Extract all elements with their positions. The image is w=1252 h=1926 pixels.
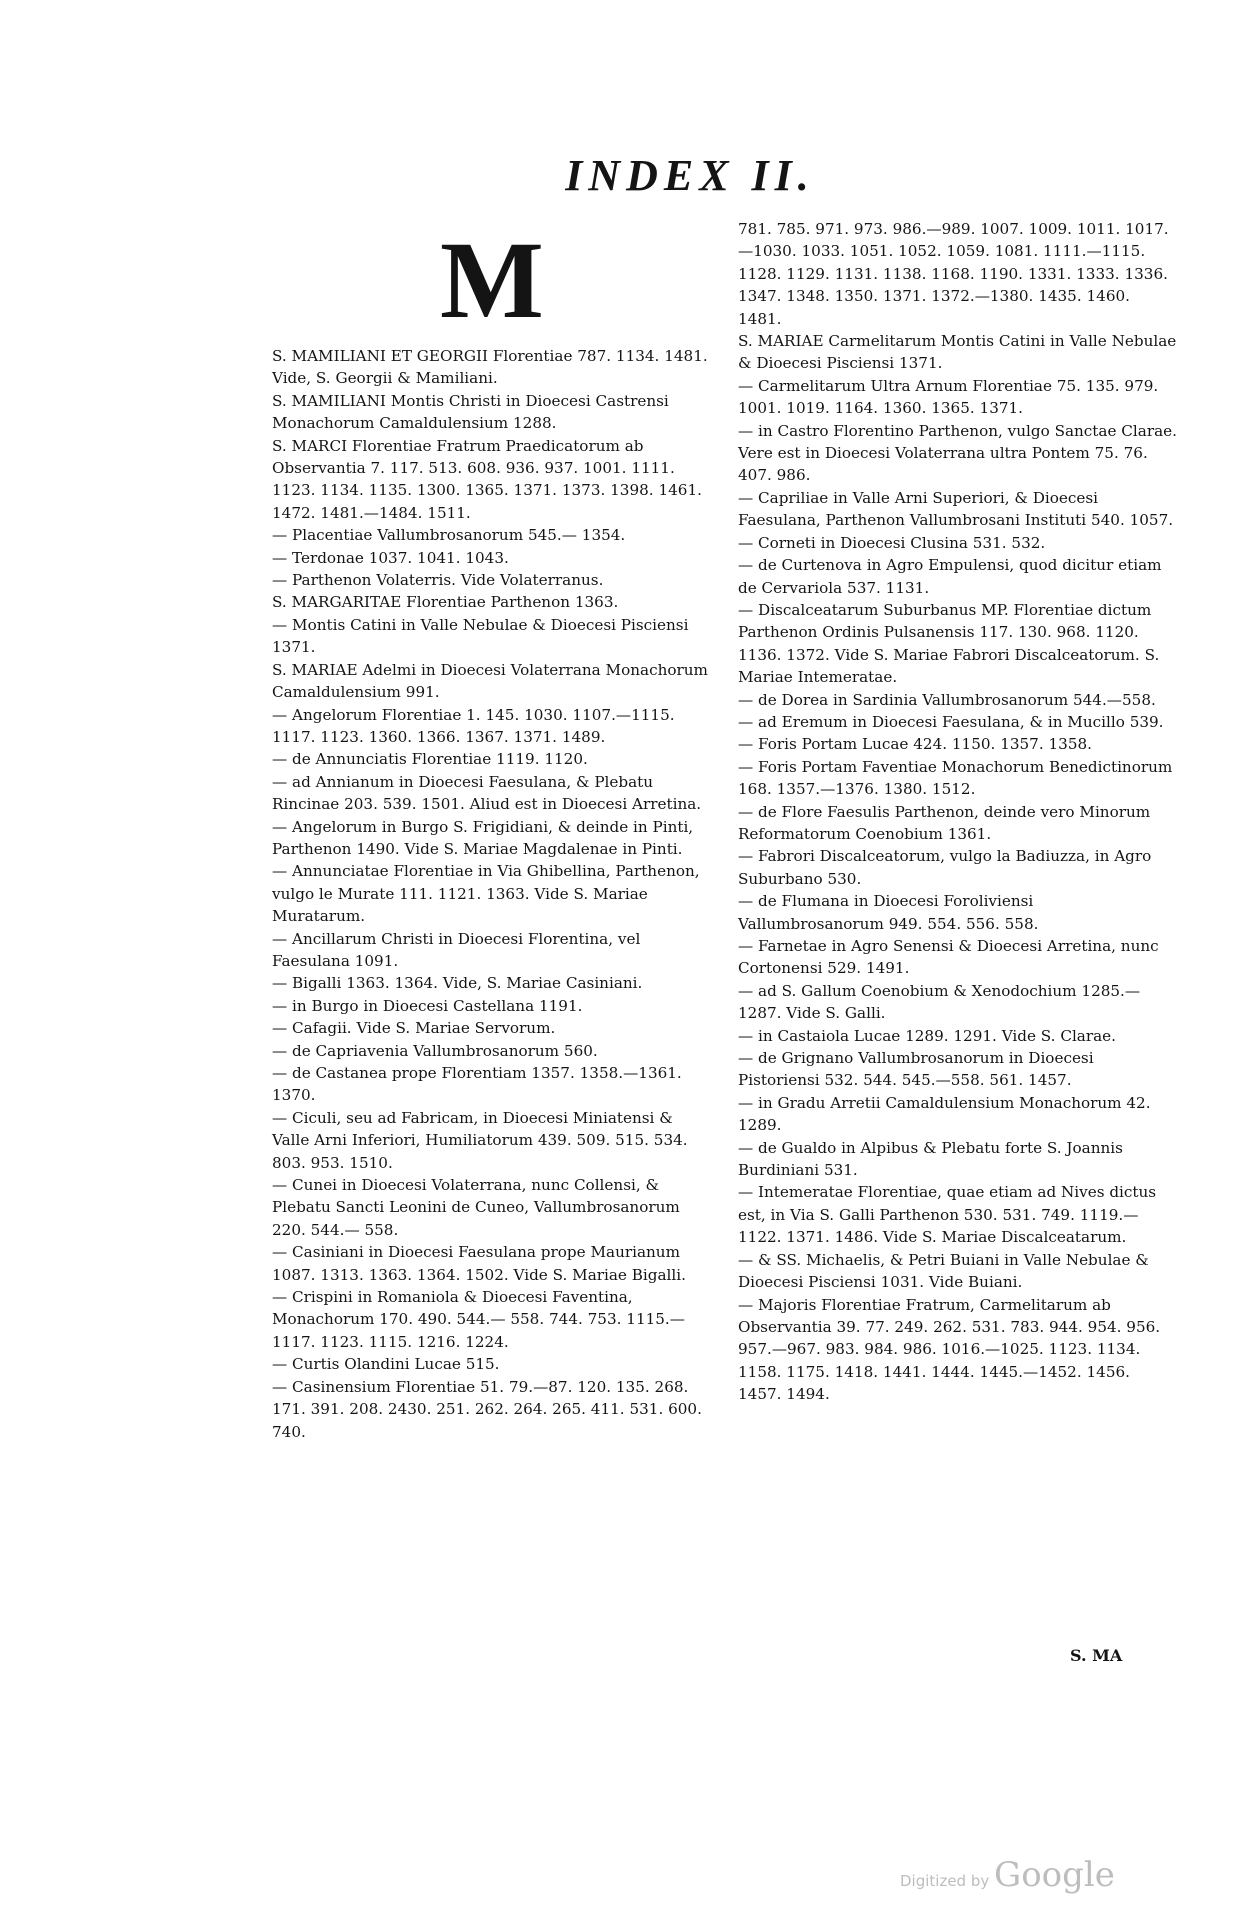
index-entry: — Ancillarum Christi in Dioecesi Florentina, vel Faesulana 1091. [272,929,641,970]
index-entry: S. MARIAE Adelmi in Dioecesi Volaterrana Monachorum Camaldulensium 991. [272,660,708,702]
index-entry: — de Flumana in Dioecesi Foroliviensi Vallumbrosanorum 949. 554. 556. 558. [738,892,1039,933]
index-entry: — de Capriavenia Vallumbrosanorum 560. [272,1041,598,1060]
index-entry: — & SS. Michaelis, & Petri Buiani in Valle Nebulae & Dioecesi Pisciensi 1031. Vide Buiani. [738,1250,1149,1292]
index-entry: — Carmelitarum Ultra Arnum Florentiae 75. 135. 979. 1001. 1019. 1164. 1360. 1365. 1371. [738,376,1159,418]
index-entry: — Montis Catini in Valle Nebulae & Dioecesi Pisciensi 1371. [272,615,689,657]
index-entry: — Bigalli 1363. 1364. Vide, S. Mariae Casiniani. [272,974,643,993]
index-entry: — de Castanea prope Florentiam 1357. 1358.—1361. 1370. [272,1064,682,1105]
index-entry: — Intemeratae Florentiae, quae etiam ad Nives dictus est, in Via S. Galli Parthenon 530. 531. 749. 1119.—1122. 1371. 1486. Vide S. Mariae Discalceatarum. [738,1183,1157,1247]
catchword: S. MA [1070,1646,1123,1665]
index-column-right [738,218,1178,1406]
index-entry: S. MAMILIANI ET GEORGII Florentiae 787. 1134. 1481. Vide, S. Georgii & Mamiliani. [272,347,708,388]
section-letter: M [440,219,544,341]
index-entry: — Casiniani in Dioecesi Faesulana prope Maurianum 1087. 1313. 1363. 1364. 1502. Vide S. Mariae Bigalli. [272,1243,686,1284]
index-entry: — in Castro Florentino Parthenon, vulgo Sanctae Clarae. Vere est in Dioecesi Volaterrana ultra Pontem 75. 76. 407. 986. [738,421,1177,485]
index-entry: — Annunciatae Florentiae in Via Ghibellina, Parthenon, vulgo le Murate 111. 1121. 1363. Vide S. Mariae Muratarum. [272,862,700,926]
index-entry: — Cafagii. Vide S. Mariae Servorum. [272,1019,556,1038]
index-entry: — in Castaiola Lucae 1289. 1291. Vide S. Clarae. [738,1026,1116,1045]
index-entry: — Cunei in Dioecesi Volaterrana, nunc Collensi, & Plebatu Sancti Leonini de Cuneo, Vallumbrosanorum 220. 544.— 558. [272,1176,680,1239]
index-entry: — Farnetae in Agro Senensi & Dioecesi Arretina, nunc Cortonensi 529. 1491. [738,937,1159,978]
index-entry: S. MARGARITAE Florentiae Parthenon 1363. [272,593,619,612]
index-entry: S. MARCI Florentiae Fratrum Praedicatorum ab Observantia 7. 117. 513. 608. 936. 937. 1001. 1111. 1123. 1134. 1135. 1300. 1365. 1371. 1373. 1398. 1461. 1472. 1481.—1484. 1511. [272,436,702,522]
index-entry: — ad Annianum in Dioecesi Faesulana, & Plebatu Rincinae 203. 539. 1501. Aliud est in Dioecesi Arretina. [272,772,702,814]
index-entry: — Terdonae 1037. 1041. 1043. [272,548,509,567]
index-entry: — de Dorea in Sardinia Vallumbrosanorum 544.—558. [738,690,1156,709]
index-entry: — ad Eremum in Dioecesi Faesulana, & in Mucillo 539. [738,712,1164,731]
index-entry: — in Gradu Arretii Camaldulensium Monachorum 42. 1289. [738,1093,1151,1135]
index-entry: — Majoris Florentiae Fratrum, Carmelitarum ab Observantia 39. 77. 249. 262. 531. 783. 944. 954. 956. 957.—967. 983. 984. 986. 1016.—1025. 1123. 1134. 1158. 1175. 1418. 1441. 1444. 1445.—1452. 1456. 1457. 1494. [738,1295,1161,1404]
index-column-left [272,345,712,1443]
index-entry: S. MAMILIANI Montis Christi in Dioecesi Castrensi Monachorum Camaldulensium 1288. [272,391,669,433]
index-entry: — Corneti in Dioecesi Clusina 531. 532. [738,533,1046,552]
digitization-watermark [900,1855,1115,1895]
index-entry: — Ciculi, seu ad Fabricam, in Dioecesi Miniatensi & Valle Arni Inferiori, Humiliatorum 439. 509. 515. 534. 803. 953. 1510. [272,1108,688,1172]
index-entry: — Discalceatarum Suburbanus MP. Florentiae dictum Parthenon Ordinis Pulsanensis 117. 130. 968. 1120. 1136. 1372. Vide S. Mariae Fabrori Discalceatorum. S. Mariae Intemeratae. [738,600,1160,687]
index-entry: — de Curtenova in Agro Empulensi, quod dicitur etiam de Cervariola 537. 1131. [738,556,1162,597]
index-entry: — Foris Portam Lucae 424. 1150. 1357. 1358. [738,735,1092,754]
index-entry: — Casinensium Florentiae 51. 79.—87. 120. 135. 268. 171. 391. 208. 2430. 251. 262. 264. 265. 411. 531. 600. 740. [272,1377,702,1441]
index-entry: — de Gualdo in Alpibus & Plebatu forte S. Joannis Burdiniani 531. [738,1138,1123,1180]
index-entry: 781. 785. 971. 973. 986.—989. 1007. 1009. 1011. 1017.—1030. 1033. 1051. 1052. 1059. 1081. 1111.—1115. 1128. 1129. 1131. 1138. 1168. 1190. 1331. 1333. 1336. 1347. 1348. 1350. 1371. 1372.—1380. 1435. 1460. 1481. [738,220,1169,328]
index-entry: — Foris Portam Faventiae Monachorum Benedictinorum 168. 1357.—1376. 1380. 1512. [738,757,1173,799]
index-entry: — Parthenon Volaterris. Vide Volaterranus. [272,571,604,590]
index-entry: — Angelorum in Burgo S. Frigidiani, & deinde in Pinti, Parthenon 1490. Vide S. Mariae Magdalenae in Pinti. [272,817,694,858]
index-entry: — de Flore Faesulis Parthenon, deinde vero Minorum Reformatorum Coenobium 1361. [738,802,1151,843]
page-header: INDEX II. [565,151,815,200]
index-entry: — ad S. Gallum Coenobium & Xenodochium 1285.—1287. Vide S. Galli. [738,981,1141,1023]
watermark-prefix: Digitized by [900,1872,990,1890]
index-entry: — Placentiae Vallumbrosanorum 545.— 1354. [272,526,626,545]
index-entry: — Capriliae in Valle Arni Superiori, & Dioecesi Faesulana, Parthenon Vallumbrosani Instituti 540. 1057. [738,488,1174,530]
watermark-brand: Google [994,1855,1115,1895]
index-entry: — Angelorum Florentiae 1. 145. 1030. 1107.—1115. 1117. 1123. 1360. 1366. 1367. 1371. 1489. [272,705,675,746]
index-entry: — de Grignano Vallumbrosanorum in Dioecesi Pistoriensi 532. 544. 545.—558. 561. 1457. [738,1049,1094,1090]
index-entry: — in Burgo in Dioecesi Castellana 1191. [272,996,583,1015]
index-entry: — Fabrori Discalceatorum, vulgo la Badiuzza, in Agro Suburbano 530. [738,847,1152,888]
index-entry: — de Annunciatis Florentiae 1119. 1120. [272,750,588,769]
index-entry: S. MARIAE Carmelitarum Montis Catini in Valle Nebulae & Dioecesi Pisciensi 1371. [738,332,1177,373]
index-entry: — Crispini in Romaniola & Dioecesi Faventina, Monachorum 170. 490. 544.— 558. 744. 753. 1115.—1117. 1123. 1115. 1216. 1224. [272,1288,685,1351]
index-entry: — Curtis Olandini Lucae 515. [272,1355,500,1374]
